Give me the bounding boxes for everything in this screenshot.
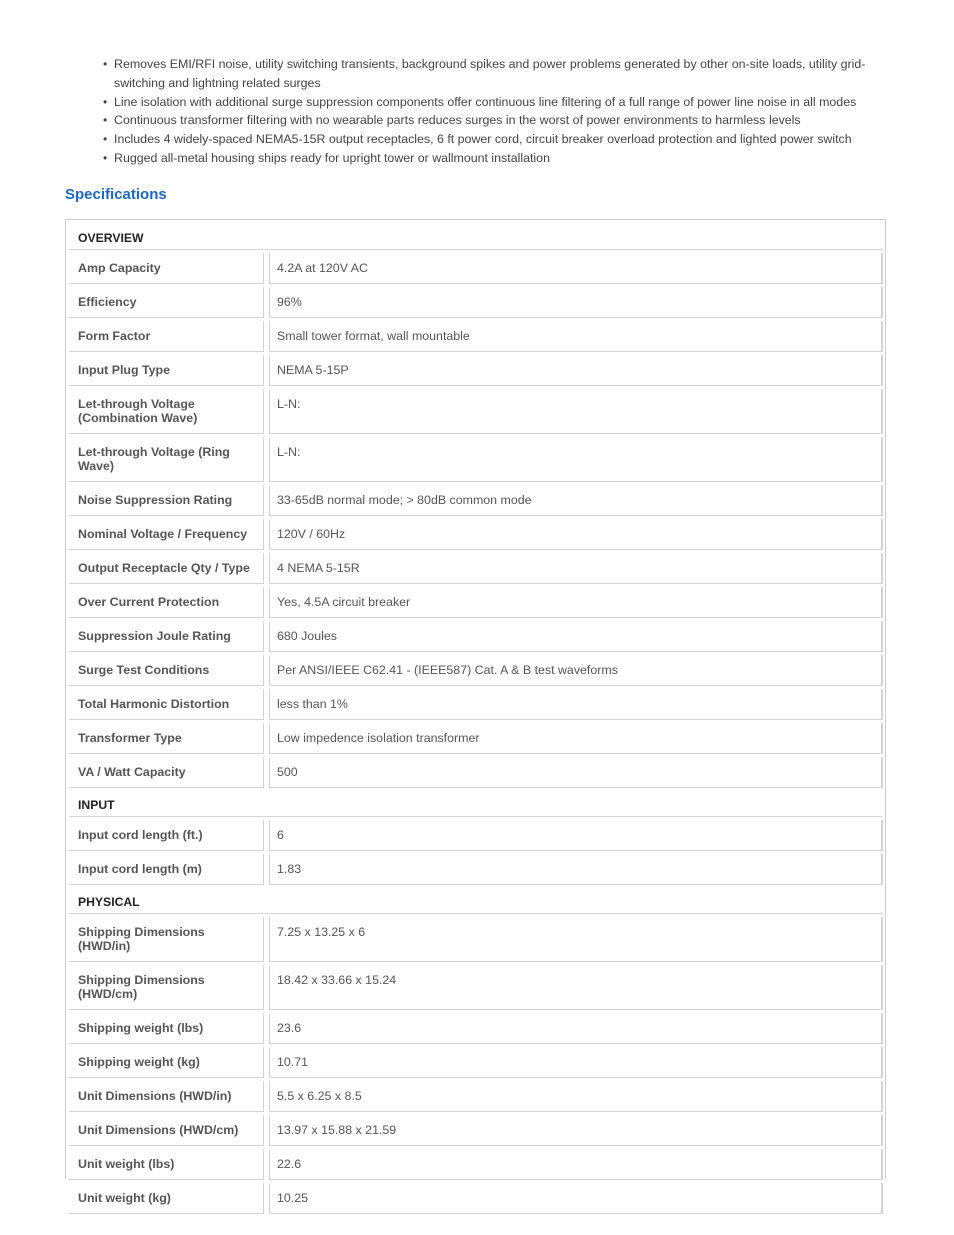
spec-value: less than 1% [269,689,883,720]
spec-row [69,1183,883,1214]
spec-value: 23.6 [269,1013,883,1044]
spec-value: Small tower format, wall mountable [269,321,883,352]
spec-row [69,1047,883,1078]
spec-label: Unit Dimensions (HWD/in) [69,1081,264,1112]
feature-text: Includes 4 widely-spaced NEMA5-15R output receptacles, 6 ft power cord, circuit breaker overload protection and lighted power switch [114,132,852,147]
spec-value: 6 [269,820,883,851]
spec-value: 7.25 x 13.25 x 6 [269,917,883,962]
spec-row [69,655,883,686]
feature-text: Continuous transformer filtering with no wearable parts reduces surges in the worst of power environments to harmless levels [114,113,801,128]
spec-value: 500 [269,757,883,788]
feature-item [102,93,882,112]
spec-value: Yes, 4.5A circuit breaker [269,587,883,618]
spec-label: Shipping Dimensions (HWD/cm) [69,965,264,1010]
spec-row [69,321,883,352]
spec-row [69,1013,883,1044]
spec-label: VA / Watt Capacity [69,757,264,788]
spec-table-frame [65,219,886,1205]
bullet-icon: • [103,150,108,165]
spec-row [69,689,883,720]
feature-text: Line isolation with additional surge suppression components offer continuous line filtering of a full range of power line noise in all modes [114,94,857,109]
spec-row [69,437,883,482]
spec-row [69,854,883,885]
spec-row [69,621,883,652]
spec-row [69,355,883,386]
group-header-physical [69,888,883,914]
spec-row [69,519,883,550]
spec-label: Unit weight (kg) [69,1183,264,1214]
spec-row [69,820,883,851]
spec-label: Input Plug Type [69,355,264,386]
feature-text: Rugged all-metal housing ships ready for upright tower or wallmount installation [114,150,550,165]
spec-label: Amp Capacity [69,253,264,284]
spec-label: Let-through Voltage (Combination Wave) [69,389,264,434]
feature-item [102,130,882,149]
bullet-icon: • [103,57,108,71]
spec-label: Shipping Dimensions (HWD/in) [69,917,264,962]
spec-value: L-N: [269,437,883,482]
spec-label: Input cord length (ft.) [69,820,264,851]
spec-row [69,1149,883,1180]
group-title: OVERVIEW [69,224,883,250]
spec-label: Shipping weight (lbs) [69,1013,264,1044]
spec-row [69,253,883,284]
spec-label: Unit Dimensions (HWD/cm) [69,1115,264,1146]
group-title: INPUT [69,791,883,817]
spec-label: Nominal Voltage / Frequency [69,519,264,550]
spec-label: Output Receptacle Qty / Type [69,553,264,584]
spec-value: Per ANSI/IEEE C62.41 - (IEEE587) Cat. A & B test waveforms [269,655,883,686]
spec-label: Input cord length (m) [69,854,264,885]
spec-value: 5.5 x 6.25 x 8.5 [269,1081,883,1112]
bullet-icon: • [103,132,108,147]
feature-text: Removes EMI/RFI noise, utility switching transients, background spikes and power problems generated by other on-site loads, utility grid-switching and lightning related surges [114,57,866,90]
spec-row [69,587,883,618]
group-header-input [69,791,883,817]
spec-label: Surge Test Conditions [69,655,264,686]
group-header-overview [69,224,883,250]
spec-label: Efficiency [69,287,264,318]
spec-row [69,553,883,584]
spec-label: Unit weight (lbs) [69,1149,264,1180]
spec-value: 680 Joules [269,621,883,652]
feature-list [102,55,882,168]
spec-row [69,1115,883,1146]
spec-label: Over Current Protection [69,587,264,618]
spec-value: 10.25 [269,1183,883,1214]
spec-table [69,221,883,1217]
spec-label: Total Harmonic Distortion [69,689,264,720]
spec-label: Let-through Voltage (Ring Wave) [69,437,264,482]
feature-item [102,55,882,93]
section-title: Specifications [65,186,167,203]
spec-value: NEMA 5-15P [269,355,883,386]
spec-value: 96% [269,287,883,318]
group-title: PHYSICAL [69,888,883,914]
spec-label: Transformer Type [69,723,264,754]
spec-row [69,287,883,318]
spec-row [69,965,883,1010]
spec-value: L-N: [269,389,883,434]
bullet-icon: • [103,113,108,128]
spec-row [69,485,883,516]
spec-value: 4.2A at 120V AC [269,253,883,284]
spec-label: Noise Suppression Rating [69,485,264,516]
spec-label: Suppression Joule Rating [69,621,264,652]
spec-label: Form Factor [69,321,264,352]
spec-row [69,1081,883,1112]
bullet-icon: • [103,94,108,109]
spec-value: Low impedence isolation transformer [269,723,883,754]
spec-value: 18.42 x 33.66 x 15.24 [269,965,883,1010]
spec-value: 22.6 [269,1149,883,1180]
spec-value: 4 NEMA 5-15R [269,553,883,584]
spec-value: 13.97 x 15.88 x 21.59 [269,1115,883,1146]
spec-value: 120V / 60Hz [269,519,883,550]
spec-value: 10.71 [269,1047,883,1078]
spec-value: 33-65dB normal mode; > 80dB common mode [269,485,883,516]
spec-value: 1.83 [269,854,883,885]
spec-row [69,757,883,788]
feature-item [102,111,882,130]
spec-row [69,917,883,962]
spec-row [69,723,883,754]
spec-row [69,389,883,434]
spec-label: Shipping weight (kg) [69,1047,264,1078]
feature-item [102,149,882,168]
